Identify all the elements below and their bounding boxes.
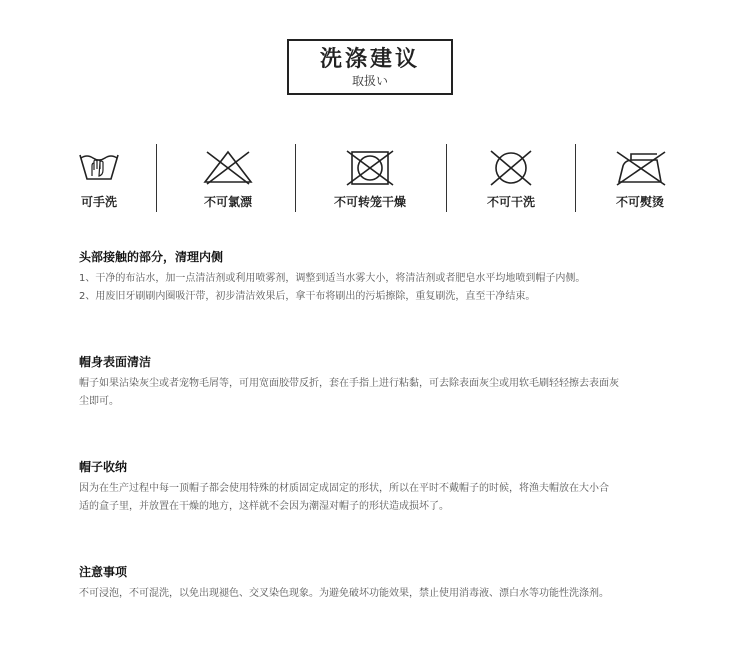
care-symbols-row: [70, 140, 680, 216]
divider: [156, 144, 157, 212]
section-text: 2、用废旧牙刷刷内圈吸汗带，初步清洁效果后，拿干布将刷出的污垢擦除，重复刷洗，直至干净结束。: [79, 291, 536, 302]
section-storage: [79, 458, 669, 516]
section-title: 帽身表面清洁: [79, 355, 152, 369]
section-title: 帽子收纳: [79, 460, 128, 474]
care-label: 不可干洗: [486, 195, 535, 209]
care-label: 不可熨烫: [615, 195, 664, 209]
care-item-no-tumble-dry: [320, 140, 420, 216]
care-item-hand-wash: [70, 140, 128, 216]
section-text: 帽子如果沾染灰尘或者宠物毛屑等，可用宽面胶带反折，套在手指上进行粘黏，可去除表面灰尘或用软毛刷轻轻擦去表面灰: [79, 378, 619, 389]
divider: [446, 144, 447, 212]
no-dry-clean-icon: [484, 148, 538, 186]
divider: [575, 144, 576, 212]
care-label: 不可氯漂: [203, 195, 252, 209]
divider: [295, 144, 296, 212]
section-surface-clean: [79, 353, 669, 411]
section-text: 因为在生产过程中每一顶帽子都会使用特殊的材质固定成固定的形状，所以在平时不戴帽子的时候，将渔夫帽放在大小合: [79, 483, 609, 494]
section-text: 不可浸泡，不可混洗，以免出现褪色、交叉染色现象。为避免破坏功能效果，禁止使用消毒液、漂白水等功能性洗涤剂。: [79, 588, 609, 599]
page-subtitle: 取扱い: [351, 74, 388, 88]
section-text: 尘即可。: [79, 396, 119, 407]
care-item-no-dry-clean: [470, 140, 552, 216]
hand-wash-icon: [77, 148, 121, 184]
section-head-contact: [79, 248, 669, 306]
page-title: 洗涤建议: [319, 47, 420, 72]
care-label: 可手洗: [80, 195, 117, 209]
title-box: [287, 39, 453, 95]
care-item-no-iron: [600, 140, 680, 216]
no-tumble-dry-icon: [343, 148, 397, 186]
no-bleach-icon: [201, 148, 255, 186]
section-title: 头部接触的部分，清理内侧: [79, 250, 224, 264]
care-item-no-bleach: [185, 140, 271, 216]
no-iron-icon: [611, 148, 669, 186]
section-text: 1、干净的布沾水，加一点清洁剂或利用喷雾剂，调整到适当水雾大小，将清洁剂或者肥皂水平均地喷到帽子内侧。: [79, 273, 586, 284]
section-text: 适的盒子里，并放置在干燥的地方，这样就不会因为潮湿对帽子的形状造成损坏了。: [79, 501, 449, 512]
section-title: 注意事项: [79, 565, 128, 579]
section-notes: [79, 563, 669, 603]
care-label: 不可转笼干燥: [333, 195, 406, 209]
